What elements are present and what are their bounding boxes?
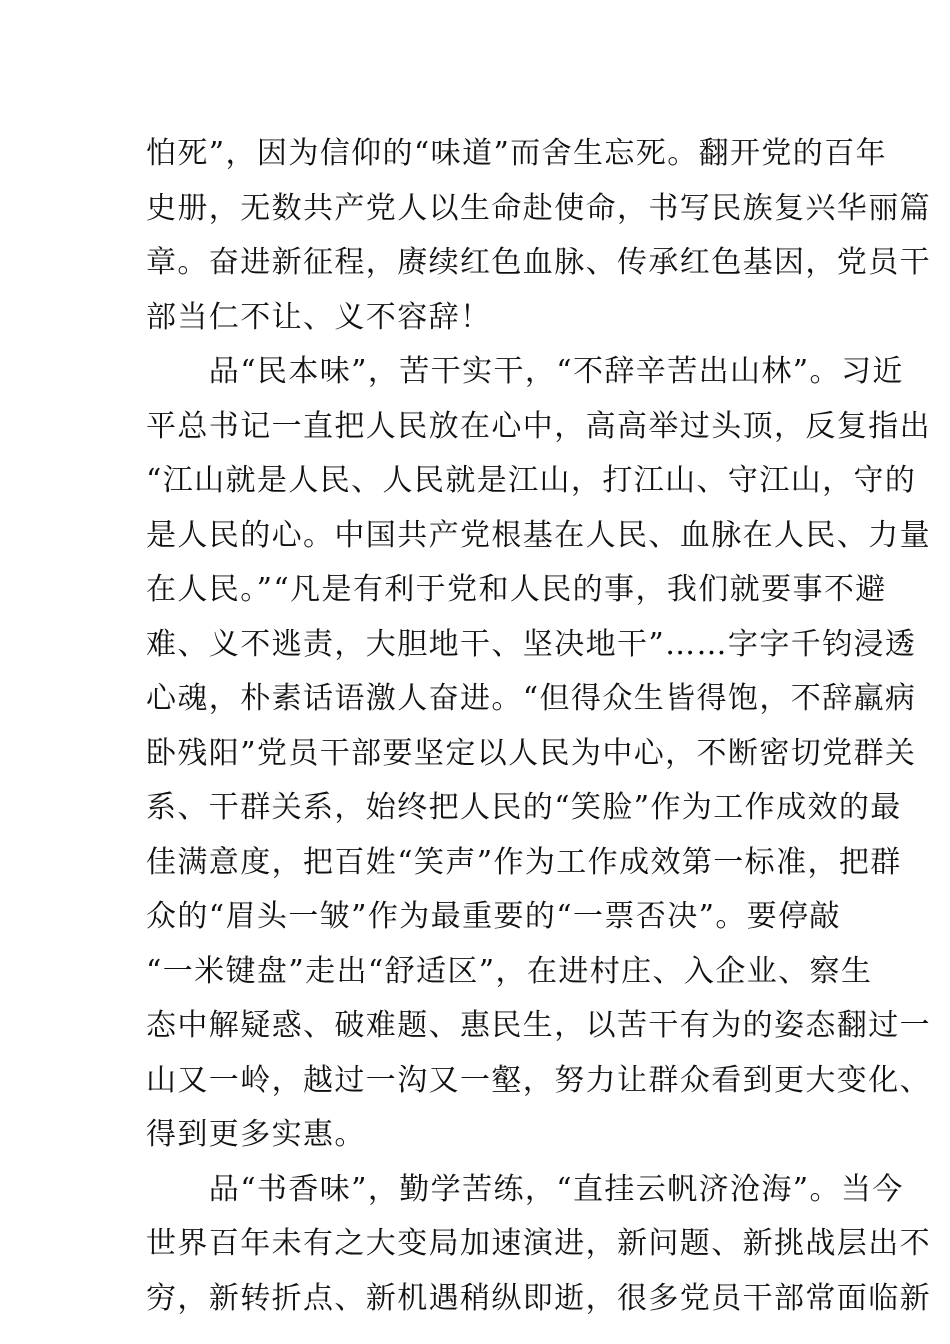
text-line: 怕死”，因为信仰的“味道”而舍生忘死。翻开党的百年 [146, 136, 888, 171]
text-line: 系、干群关系，始终把人民的“笑脸”作为工作成效的最 [146, 790, 902, 825]
text-line: 部当仁不让、义不容辞！ [146, 299, 492, 335]
text-line: 佳满意度，把百姓“笑声”作为工作成效第一标准，把群 [146, 844, 902, 880]
text-line: 平总书记一直把人民放在心中，高高举过头顶，反复指出 [146, 408, 931, 444]
text-line: 心魂，朴素话语激人奋进。“但得众生皆得饱，不辞羸病 [146, 681, 917, 716]
text-line: 山又一岭，越过一沟又一壑，努力让群众看到更大变化、 [146, 1062, 931, 1098]
text-line: 难、义不逃责，大胆地干、坚决地干”……字字千钧浸透 [146, 626, 917, 662]
text-line: 品“书香味”，勤学苦练，“直挂云帆济沧海”。当今 [146, 1171, 904, 1207]
body-text [146, 127, 931, 1326]
text-line: “一米键盘”走出“舒适区”，在进村庄、入企业、察生 [146, 953, 873, 989]
text-line: 品“民本味”，苦干实干，“不辞辛苦出山林”。习近 [146, 354, 904, 389]
text-line: 态中解疑惑、破难题、惠民生，以苦干有为的姿态翻过一 [146, 1008, 931, 1043]
text-line: 卧残阳”党员干部要坚定以人民为中心，不断密切党群关 [146, 735, 917, 771]
text-line: 章。奋进新征程，赓续红色血脉、传承红色基因，党员干 [146, 245, 931, 280]
text-line: 是人民的心。中国共产党根基在人民、血脉在人民、力量 [146, 517, 931, 553]
text-line: 史册，无数共产党人以生命赴使命，书写民族复兴华丽篇 [146, 190, 931, 226]
text-line: 在人民。”“凡是有利于党和人民的事，我们就要事不避 [146, 572, 887, 607]
text-line: “江山就是人民、人民就是江山，打江山、守江山，守的 [146, 463, 917, 498]
text-line: 得到更多实惠。 [146, 1117, 366, 1152]
text-line: 众的“眉头一皱”作为最重要的“一票否决”。要停敲 [146, 899, 841, 934]
text-line: 世界百年未有之大变局加速演进，新问题、新挑战层出不 [146, 1226, 931, 1261]
text-line: 穷，新转折点、新机遇稍纵即逝，很多党员干部常面临新 [146, 1280, 931, 1316]
